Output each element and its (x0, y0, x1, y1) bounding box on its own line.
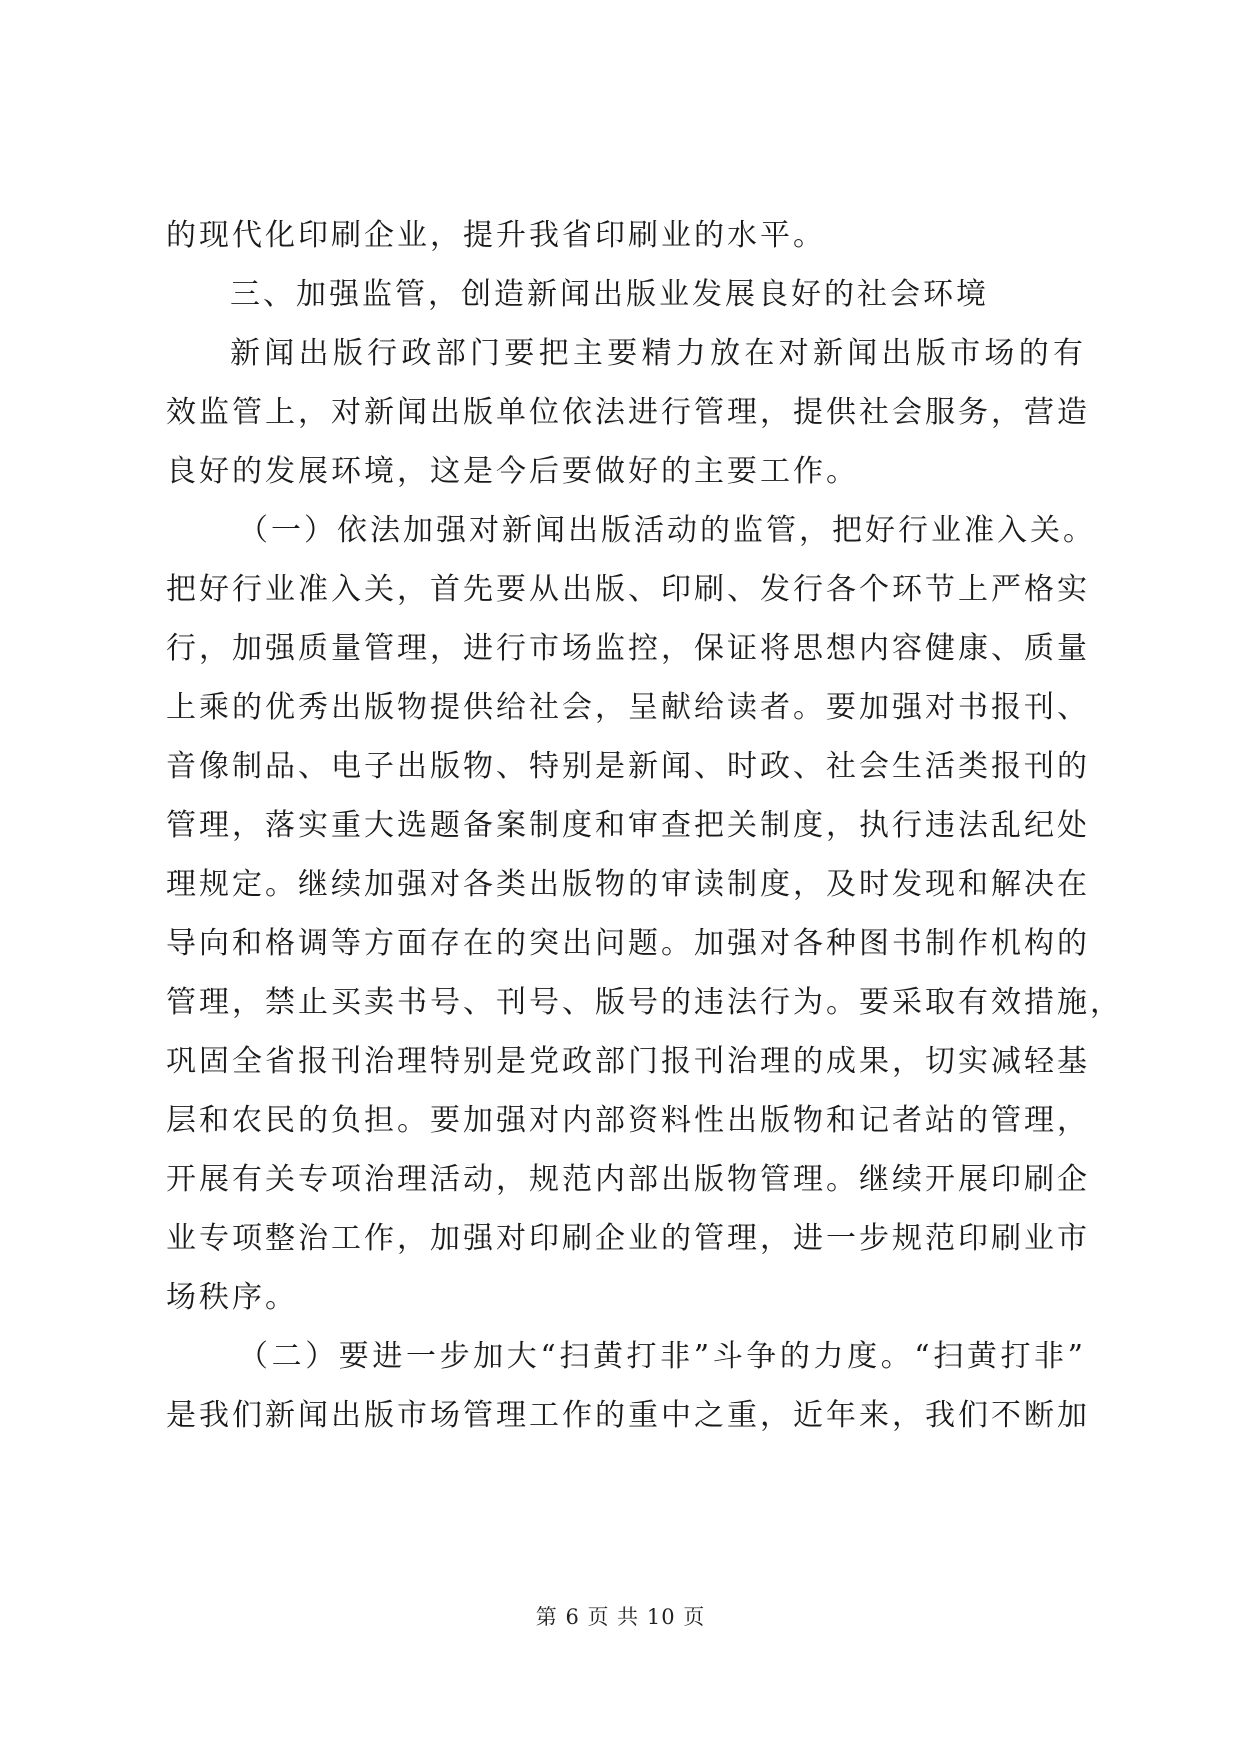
subsection-heading: （二）要进一步加大“扫黄打非”斗争的力度。“扫黄打非” (238, 1339, 1086, 1374)
text-line: 开展有关专项治理活动，规范内部出版物管理。继续开展印刷企 (166, 1162, 1090, 1197)
section-heading: 三、加强监管，创造新闻出版业发展良好的社会环境 (230, 277, 989, 312)
text-line: 良好的发展环境，这是今后要做好的主要工作。 (166, 454, 859, 489)
document-body (166, 206, 1123, 1445)
text-line: 是我们新闻出版市场管理工作的重中之重，近年来，我们不断加 (166, 1398, 1090, 1433)
subsection-heading: （一）依法加强对新闻出版活动的监管，把好行业准入关。 (238, 513, 1096, 548)
text-line: 效监管上，对新闻出版单位依法进行管理，提供社会服务，营造 (166, 395, 1090, 430)
text-line: 把好行业准入关，首先要从出版、印刷、发行各个环节上严格实 (166, 572, 1090, 607)
page-number-footer: 第 6 页 共 10 页 (535, 1605, 706, 1629)
text-line: 行，加强质量管理，进行市场监控，保证将思想内容健康、质量 (166, 631, 1090, 666)
text-line: 管理，禁止买卖书号、刊号、版号的违法行为。要采取有效措施， (166, 985, 1123, 1020)
text-line: 新闻出版行政部门要把主要精力放在对新闻出版市场的有 (230, 336, 1086, 371)
text-line: 业专项整治工作，加强对印刷企业的管理，进一步规范印刷业市 (166, 1221, 1090, 1256)
text-line: 导向和格调等方面存在的突出问题。加强对各种图书制作机构的 (166, 926, 1090, 961)
text-line: 管理，落实重大选题备案制度和审查把关制度，执行违法乱纪处 (166, 808, 1090, 843)
text-line: 的现代化印刷企业，提升我省印刷业的水平。 (166, 218, 826, 253)
text-line: 场秩序。 (166, 1280, 298, 1315)
text-line: 巩固全省报刊治理特别是党政部门报刊治理的成果，切实减轻基 (166, 1044, 1090, 1079)
text-line: 上乘的优秀出版物提供给社会，呈献给读者。要加强对书报刊、 (166, 690, 1090, 725)
text-line: 音像制品、电子出版物、特别是新闻、时政、社会生活类报刊的 (166, 749, 1090, 784)
text-line: 层和农民的负担。要加强对内部资料性出版物和记者站的管理， (166, 1103, 1090, 1138)
text-line: 理规定。继续加强对各类出版物的审读制度，及时发现和解决在 (166, 867, 1090, 902)
